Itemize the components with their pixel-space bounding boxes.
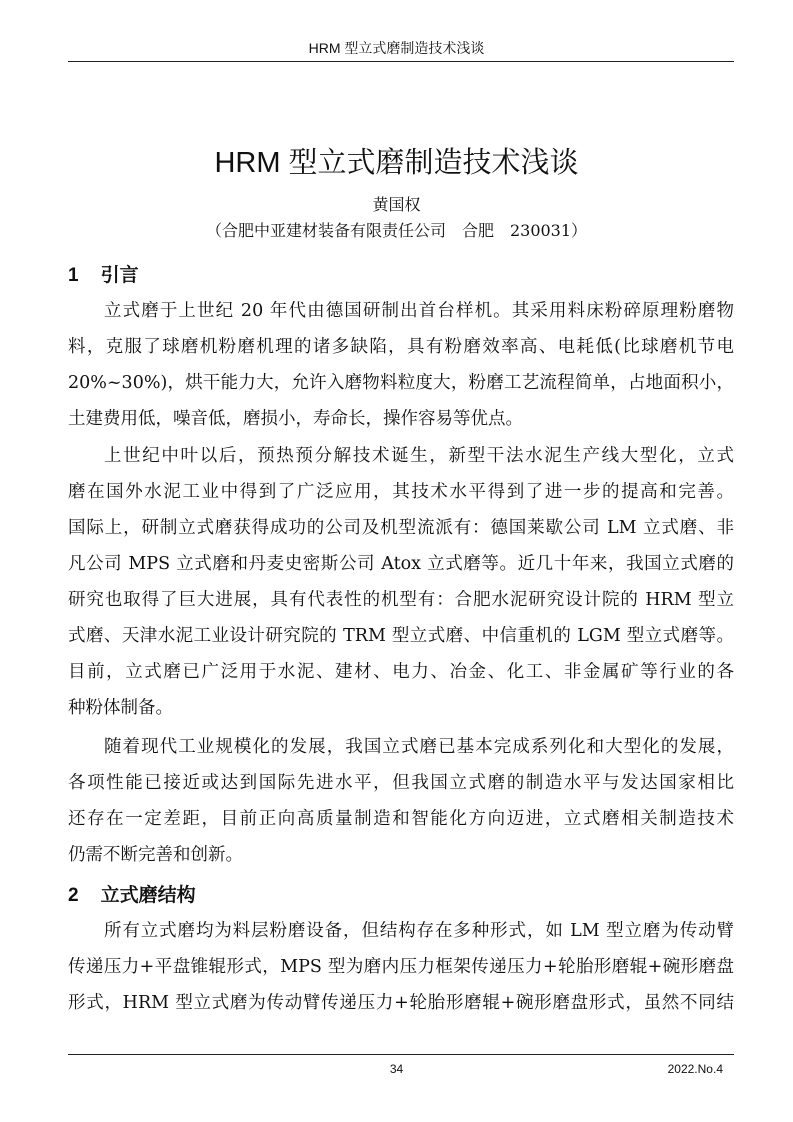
header-rule [68,61,734,62]
body-line: 磨在国外水泥工业中得到了广泛应用，其技术水平得到了进一步的提高和完善。 [68,482,734,502]
section-heading-2 [68,880,218,907]
section-title: 立式磨结构 [100,885,196,906]
section-title: 引言 [100,265,139,286]
body-line: 上世纪中叶以后，预热预分解技术诞生，新型干法水泥生产线大型化，立式 [104,446,734,466]
running-header: HRM 型立式磨制造技术浅谈 [308,40,485,56]
section-number: 2 [68,885,79,906]
body-line: 国际上，研制立式磨获得成功的公司及机型流派有：德国莱歇公司 LM 立式磨、非 [68,518,734,538]
body-line: 还存在一定差距，目前正向高质量制造和智能化方向迈进，立式磨相关制造技术 [68,809,734,829]
body-line: 随着现代工业规模化的发展，我国立式磨已基本完成系列化和大型化的发展， [104,737,734,757]
section-number: 1 [68,265,79,286]
body-line: 研究也取得了巨大进展，具有代表性的机型有：合肥水泥研究设计院的 HRM 型立 [68,590,734,610]
body-line: 凡公司 MPS 立式磨和丹麦史密斯公司 Atox 立式磨等。近几十年来，我国立式磨的 [68,554,734,574]
body-line: 目前，立式磨已广泛用于水泥、建材、电力、冶金、化工、非金属矿等行业的各 [68,662,734,682]
body-line: 种粉体制备。 [68,698,173,718]
body-line: 式磨、天津水泥工业设计研究院的 TRM 型立式磨、中信重机的 LGM 型立式磨等。 [68,626,734,646]
body-line: 土建费用低，噪音低，磨损小，寿命长，操作容易等优点。 [68,409,523,429]
page-number: 34 [389,1062,404,1076]
footer-rule [68,1054,734,1055]
body-line: 仍需不断完善和创新。 [68,845,243,865]
body-line: 所有立式磨均为料层粉磨设备，但结构存在多种形式，如 LM 型立磨为传动臂 [104,921,734,941]
author: 黄国权 [372,195,421,214]
section-heading-1 [68,260,161,287]
body-line: 形式，HRM 型立式磨为传动臂传递压力+轮胎形磨辊+碗形磨盘形式，虽然不同结 [68,993,734,1013]
article-title: HRM 型立式磨制造技术浅谈 [214,147,579,179]
body-line: 传递压力+平盘锥辊形式，MPS 型为磨内压力框架传递压力+轮胎形磨辊+碗形磨盘 [68,957,734,977]
body-line: 立式磨于上世纪 20 年代由德国研制出首台样机。其采用料床粉碎原理粉磨物 [104,301,734,321]
body-line: 各项性能已接近或达到国际先进水平，但我国立式磨的制造水平与发达国家相比 [68,773,734,793]
body-line: 料，克服了球磨机粉磨机理的诸多缺陷，具有粉磨效率高、电耗低(比球磨机节电 [68,337,734,357]
affiliation: （合肥中亚建材装备有限责任公司 合肥 230031） [205,221,588,240]
body-line: 20%~30%)，烘干能力大，允许入磨物料粒度大，粉磨工艺流程简单，占地面积小， [68,373,734,393]
issue-label: 2022.No.4 [667,1062,723,1076]
